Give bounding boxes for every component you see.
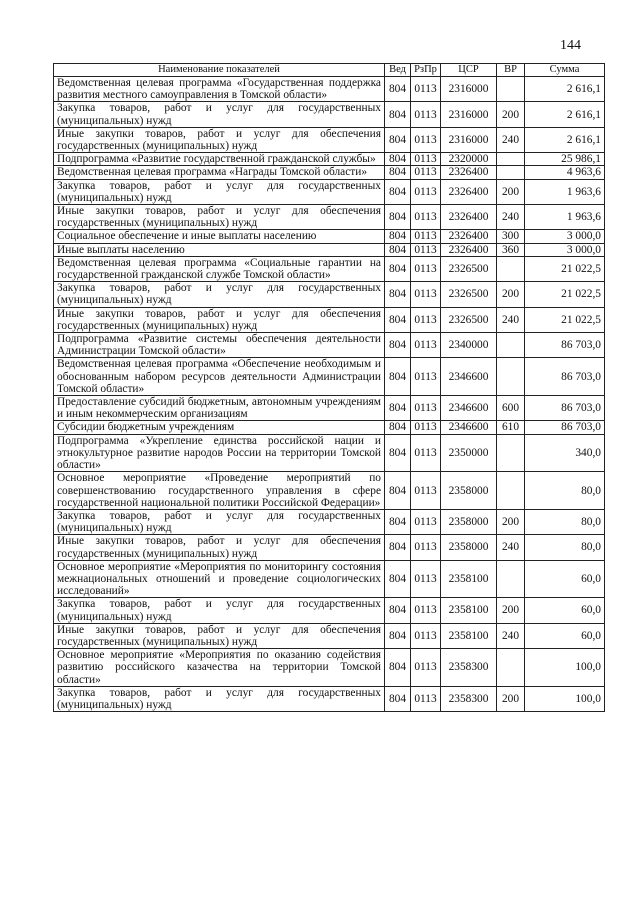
cell-rzpr: 0113: [411, 205, 441, 230]
cell-vr: [497, 649, 525, 687]
cell-ved: 804: [385, 127, 411, 152]
cell-csr: 2358100: [441, 598, 497, 623]
cell-sum: 86 703,0: [525, 396, 605, 421]
cell-csr: 2358000: [441, 535, 497, 560]
cell-name: Основное мероприятие «Мероприятия по оказанию содействия развитию российского казачества на территории Томской области»: [54, 649, 385, 687]
cell-csr: 2326500: [441, 282, 497, 307]
cell-vr: 200: [497, 509, 525, 534]
cell-rzpr: 0113: [411, 358, 441, 396]
cell-sum: 3 000,0: [525, 243, 605, 256]
cell-rzpr: 0113: [411, 509, 441, 534]
cell-csr: 2320000: [441, 153, 497, 166]
table-row: [54, 598, 605, 623]
cell-name: Закупка товаров, работ и услуг для государственных (муниципальных) нужд: [54, 282, 385, 307]
cell-rzpr: 0113: [411, 153, 441, 166]
cell-ved: 804: [385, 179, 411, 204]
cell-name: Ведомственная целевая программа «Обеспечение необходимым и обоснованным набором ресурсов деятельности Администрации Томской области»: [54, 358, 385, 396]
cell-sum: 340,0: [525, 434, 605, 472]
header-ved: Вед: [385, 64, 411, 77]
cell-sum: 1 963,6: [525, 179, 605, 204]
cell-vr: [497, 153, 525, 166]
table-row: [54, 434, 605, 472]
table-row: [54, 205, 605, 230]
table-row: [54, 535, 605, 560]
table-row: [54, 127, 605, 152]
cell-ved: 804: [385, 77, 411, 102]
cell-rzpr: 0113: [411, 333, 441, 358]
table-row: [54, 282, 605, 307]
cell-ved: 804: [385, 434, 411, 472]
cell-csr: 2326500: [441, 256, 497, 281]
cell-vr: 240: [497, 623, 525, 648]
cell-csr: 2316000: [441, 127, 497, 152]
cell-name: Социальное обеспечение и иные выплаты населению: [54, 230, 385, 243]
cell-name: Иные закупки товаров, работ и услуг для обеспечения государственных (муниципальных) нужд: [54, 623, 385, 648]
cell-ved: 804: [385, 256, 411, 281]
table-row: [54, 153, 605, 166]
cell-name: Ведомственная целевая программа «Социальные гарантии на государственной гражданской службе Томской области»: [54, 256, 385, 281]
table-row: [54, 333, 605, 358]
table-body: [54, 77, 605, 712]
table-row: [54, 421, 605, 434]
cell-name: Закупка товаров, работ и услуг для государственных (муниципальных) нужд: [54, 179, 385, 204]
table-row: [54, 396, 605, 421]
table-row: [54, 102, 605, 127]
cell-rzpr: 0113: [411, 598, 441, 623]
cell-vr: 600: [497, 396, 525, 421]
cell-rzpr: 0113: [411, 686, 441, 711]
cell-name: Ведомственная целевая программа «Награды Томской области»: [54, 166, 385, 179]
table-row: [54, 358, 605, 396]
cell-name: Закупка товаров, работ и услуг для государственных (муниципальных) нужд: [54, 509, 385, 534]
cell-csr: 2340000: [441, 333, 497, 358]
cell-ved: 804: [385, 307, 411, 332]
cell-sum: 86 703,0: [525, 333, 605, 358]
cell-name: Иные закупки товаров, работ и услуг для обеспечения государственных (муниципальных) нужд: [54, 127, 385, 152]
cell-sum: 25 986,1: [525, 153, 605, 166]
cell-csr: 2358100: [441, 623, 497, 648]
cell-rzpr: 0113: [411, 77, 441, 102]
cell-csr: 2358000: [441, 472, 497, 510]
cell-name: Иные закупки товаров, работ и услуг для обеспечения государственных (муниципальных) нужд: [54, 307, 385, 332]
cell-ved: 804: [385, 230, 411, 243]
cell-ved: 804: [385, 243, 411, 256]
cell-csr: 2326400: [441, 166, 497, 179]
cell-name: Иные закупки товаров, работ и услуг для обеспечения государственных (муниципальных) нужд: [54, 535, 385, 560]
header-row: [54, 64, 605, 77]
cell-name: Закупка товаров, работ и услуг для государственных (муниципальных) нужд: [54, 102, 385, 127]
table-row: [54, 560, 605, 598]
cell-rzpr: 0113: [411, 623, 441, 648]
cell-name: Субсидии бюджетным учреждениям: [54, 421, 385, 434]
cell-vr: 200: [497, 179, 525, 204]
budget-table: [53, 63, 605, 712]
cell-rzpr: 0113: [411, 472, 441, 510]
cell-vr: 300: [497, 230, 525, 243]
header-csr: ЦСР: [441, 64, 497, 77]
cell-csr: 2358100: [441, 560, 497, 598]
table-row: [54, 623, 605, 648]
cell-name: Закупка товаров, работ и услуг для государственных (муниципальных) нужд: [54, 686, 385, 711]
cell-ved: 804: [385, 102, 411, 127]
cell-vr: [497, 256, 525, 281]
cell-sum: 100,0: [525, 686, 605, 711]
cell-ved: 804: [385, 421, 411, 434]
cell-sum: 21 022,5: [525, 307, 605, 332]
cell-csr: 2326400: [441, 243, 497, 256]
table-row: [54, 307, 605, 332]
cell-csr: 2326400: [441, 179, 497, 204]
cell-vr: 240: [497, 205, 525, 230]
cell-vr: [497, 560, 525, 598]
cell-ved: 804: [385, 205, 411, 230]
cell-vr: 200: [497, 686, 525, 711]
cell-ved: 804: [385, 333, 411, 358]
cell-ved: 804: [385, 166, 411, 179]
table-row: [54, 179, 605, 204]
header-name: Наименование показателей: [54, 64, 385, 77]
table-row: [54, 243, 605, 256]
cell-sum: 21 022,5: [525, 282, 605, 307]
cell-sum: 2 616,1: [525, 77, 605, 102]
cell-rzpr: 0113: [411, 282, 441, 307]
cell-rzpr: 0113: [411, 560, 441, 598]
cell-rzpr: 0113: [411, 649, 441, 687]
cell-rzpr: 0113: [411, 434, 441, 472]
table-header: [54, 64, 605, 77]
table-row: [54, 256, 605, 281]
cell-vr: [497, 77, 525, 102]
table-row: [54, 230, 605, 243]
table-row: [54, 509, 605, 534]
cell-ved: 804: [385, 153, 411, 166]
cell-csr: 2316000: [441, 102, 497, 127]
cell-vr: 240: [497, 307, 525, 332]
cell-name: Иные закупки товаров, работ и услуг для обеспечения государственных (муниципальных) нужд: [54, 205, 385, 230]
cell-ved: 804: [385, 598, 411, 623]
cell-sum: 60,0: [525, 560, 605, 598]
cell-ved: 804: [385, 472, 411, 510]
table-row: [54, 77, 605, 102]
cell-vr: [497, 166, 525, 179]
cell-csr: 2346600: [441, 358, 497, 396]
cell-csr: 2350000: [441, 434, 497, 472]
cell-vr: 360: [497, 243, 525, 256]
cell-rzpr: 0113: [411, 166, 441, 179]
cell-sum: 80,0: [525, 535, 605, 560]
cell-ved: 804: [385, 396, 411, 421]
cell-sum: 1 963,6: [525, 205, 605, 230]
cell-sum: 2 616,1: [525, 127, 605, 152]
cell-csr: 2346600: [441, 396, 497, 421]
cell-name: Закупка товаров, работ и услуг для государственных (муниципальных) нужд: [54, 598, 385, 623]
cell-csr: 2358300: [441, 649, 497, 687]
cell-ved: 804: [385, 282, 411, 307]
cell-name: Основное мероприятие «Проведение мероприятий по совершенствованию государственного управления в сфере государственной национальной политики Российской Федерации»: [54, 472, 385, 510]
cell-sum: 3 000,0: [525, 230, 605, 243]
cell-csr: 2326400: [441, 205, 497, 230]
cell-name: Иные выплаты населению: [54, 243, 385, 256]
cell-rzpr: 0113: [411, 102, 441, 127]
cell-sum: 4 963,6: [525, 166, 605, 179]
cell-rzpr: 0113: [411, 396, 441, 421]
cell-sum: 100,0: [525, 649, 605, 687]
cell-csr: 2358000: [441, 509, 497, 534]
cell-name: Ведомственная целевая программа «Государственная поддержка развития местного самоуправления в Томской области»: [54, 77, 385, 102]
header-vr: ВР: [497, 64, 525, 77]
cell-ved: 804: [385, 686, 411, 711]
cell-ved: 804: [385, 509, 411, 534]
table-row: [54, 686, 605, 711]
cell-csr: 2316000: [441, 77, 497, 102]
cell-vr: 610: [497, 421, 525, 434]
cell-vr: 240: [497, 535, 525, 560]
cell-sum: 60,0: [525, 598, 605, 623]
table-row: [54, 166, 605, 179]
cell-sum: 80,0: [525, 472, 605, 510]
cell-name: Основное мероприятие «Мероприятия по мониторингу состояния межнациональных отношений и проведение социологических исследований»: [54, 560, 385, 598]
header-sum: Сумма: [525, 64, 605, 77]
cell-rzpr: 0113: [411, 230, 441, 243]
cell-ved: 804: [385, 649, 411, 687]
cell-name: Подпрограмма «Развитие системы обеспечения деятельности Администрации Томской области»: [54, 333, 385, 358]
cell-csr: 2346600: [441, 421, 497, 434]
cell-rzpr: 0113: [411, 256, 441, 281]
cell-sum: 86 703,0: [525, 358, 605, 396]
cell-rzpr: 0113: [411, 243, 441, 256]
cell-sum: 80,0: [525, 509, 605, 534]
cell-vr: 240: [497, 127, 525, 152]
cell-name: Подпрограмма «Укрепление единства российской нации и этнокультурное развитие народов России на территории Томской области»: [54, 434, 385, 472]
cell-sum: 86 703,0: [525, 421, 605, 434]
cell-vr: [497, 358, 525, 396]
cell-vr: [497, 333, 525, 358]
table-row: [54, 649, 605, 687]
cell-ved: 804: [385, 623, 411, 648]
cell-sum: 2 616,1: [525, 102, 605, 127]
cell-ved: 804: [385, 358, 411, 396]
cell-name: Предоставление субсидий бюджетным, автономным учреждениям и иным некоммерческим организациям: [54, 396, 385, 421]
cell-vr: [497, 434, 525, 472]
cell-vr: [497, 472, 525, 510]
cell-rzpr: 0113: [411, 535, 441, 560]
cell-sum: 60,0: [525, 623, 605, 648]
page-number: 144: [560, 38, 581, 53]
cell-rzpr: 0113: [411, 127, 441, 152]
cell-vr: 200: [497, 102, 525, 127]
header-rzpr: РзПр: [411, 64, 441, 77]
cell-rzpr: 0113: [411, 307, 441, 332]
table-row: [54, 472, 605, 510]
cell-ved: 804: [385, 560, 411, 598]
cell-rzpr: 0113: [411, 421, 441, 434]
cell-ved: 804: [385, 535, 411, 560]
cell-csr: 2358300: [441, 686, 497, 711]
cell-csr: 2326400: [441, 230, 497, 243]
cell-name: Подпрограмма «Развитие государственной гражданской службы»: [54, 153, 385, 166]
cell-vr: 200: [497, 598, 525, 623]
cell-vr: 200: [497, 282, 525, 307]
cell-csr: 2326500: [441, 307, 497, 332]
cell-sum: 21 022,5: [525, 256, 605, 281]
cell-rzpr: 0113: [411, 179, 441, 204]
